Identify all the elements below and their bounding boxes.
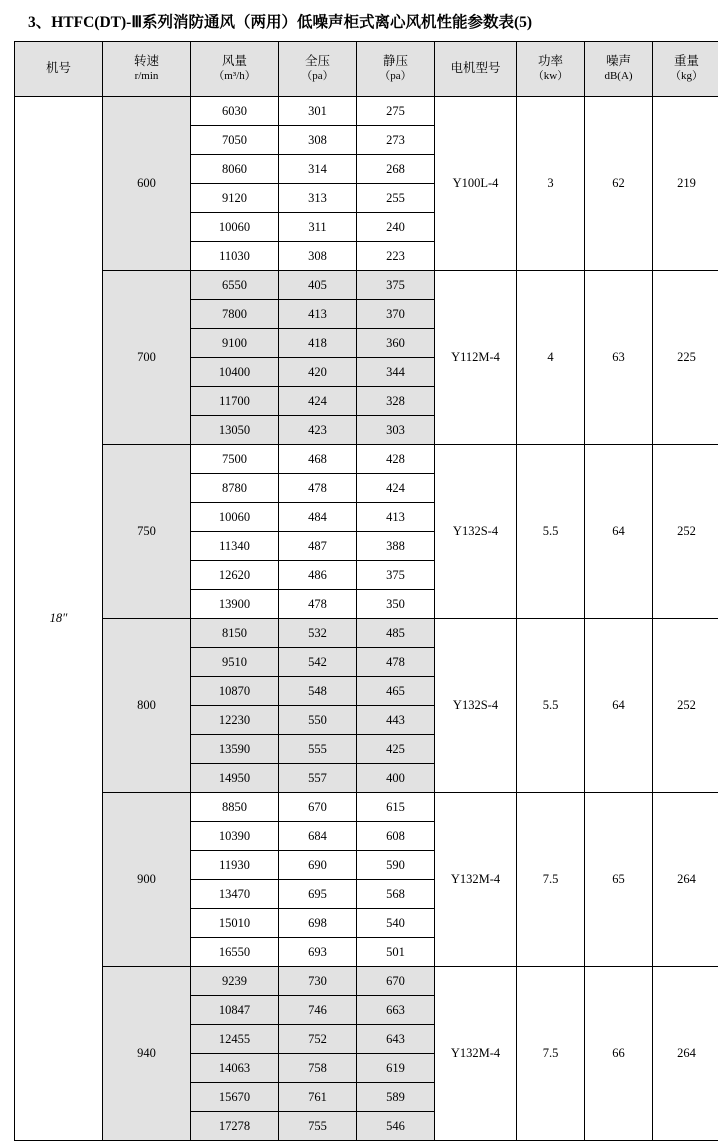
table-row xyxy=(15,97,718,126)
header-weight-line2: （kg） xyxy=(653,70,718,84)
static-pressure-cell: 275 xyxy=(357,97,435,126)
total-pressure-cell: 761 xyxy=(279,1083,357,1112)
total-pressure-cell: 532 xyxy=(279,619,357,648)
weight-cell: 264 xyxy=(653,793,718,967)
power-cell: 7.5 xyxy=(517,793,585,967)
flow-cell: 8780 xyxy=(191,474,279,503)
flow-cell: 13900 xyxy=(191,590,279,619)
static-pressure-cell: 589 xyxy=(357,1083,435,1112)
power-cell: 5.5 xyxy=(517,445,585,619)
flow-cell: 16550 xyxy=(191,938,279,967)
header-static-pressure xyxy=(357,42,435,97)
flow-cell: 8060 xyxy=(191,155,279,184)
static-pressure-cell: 608 xyxy=(357,822,435,851)
total-pressure-cell: 755 xyxy=(279,1112,357,1141)
static-pressure-cell: 328 xyxy=(357,387,435,416)
motor-model-cell: Y100L-4 xyxy=(435,97,517,271)
total-pressure-cell: 684 xyxy=(279,822,357,851)
total-pressure-cell: 413 xyxy=(279,300,357,329)
power-cell: 7.5 xyxy=(517,967,585,1141)
flow-cell: 11030 xyxy=(191,242,279,271)
total-pressure-cell: 468 xyxy=(279,445,357,474)
total-pressure-cell: 555 xyxy=(279,735,357,764)
total-pressure-cell: 746 xyxy=(279,996,357,1025)
static-pressure-cell: 443 xyxy=(357,706,435,735)
flow-cell: 13590 xyxy=(191,735,279,764)
static-pressure-cell: 370 xyxy=(357,300,435,329)
static-pressure-cell: 375 xyxy=(357,271,435,300)
total-pressure-cell: 478 xyxy=(279,590,357,619)
flow-cell: 10060 xyxy=(191,503,279,532)
header-motor-model-line1: 电机型号 xyxy=(450,61,500,75)
header-machine-no xyxy=(15,42,103,97)
motor-model-cell: Y132M-4 xyxy=(435,793,517,967)
total-pressure-cell: 314 xyxy=(279,155,357,184)
header-flow-line2: （m³/h） xyxy=(191,70,278,84)
static-pressure-cell: 344 xyxy=(357,358,435,387)
static-pressure-cell: 590 xyxy=(357,851,435,880)
header-flow xyxy=(191,42,279,97)
flow-cell: 17278 xyxy=(191,1112,279,1141)
weight-cell: 219 xyxy=(653,97,718,271)
total-pressure-cell: 550 xyxy=(279,706,357,735)
flow-cell: 9100 xyxy=(191,329,279,358)
static-pressure-cell: 615 xyxy=(357,793,435,822)
flow-cell: 8150 xyxy=(191,619,279,648)
static-pressure-cell: 388 xyxy=(357,532,435,561)
total-pressure-cell: 418 xyxy=(279,329,357,358)
header-rpm xyxy=(103,42,191,97)
static-pressure-cell: 360 xyxy=(357,329,435,358)
weight-cell: 252 xyxy=(653,619,718,793)
rpm-cell: 700 xyxy=(103,271,191,445)
motor-model-cell: Y112M-4 xyxy=(435,271,517,445)
header-noise-line2: dB(A) xyxy=(585,70,652,84)
flow-cell: 6550 xyxy=(191,271,279,300)
rpm-cell: 900 xyxy=(103,793,191,967)
static-pressure-cell: 375 xyxy=(357,561,435,590)
flow-cell: 12620 xyxy=(191,561,279,590)
flow-cell: 10400 xyxy=(191,358,279,387)
static-pressure-cell: 619 xyxy=(357,1054,435,1083)
total-pressure-cell: 487 xyxy=(279,532,357,561)
flow-cell: 9120 xyxy=(191,184,279,213)
flow-cell: 13470 xyxy=(191,880,279,909)
static-pressure-cell: 501 xyxy=(357,938,435,967)
flow-cell: 15010 xyxy=(191,909,279,938)
static-pressure-cell: 425 xyxy=(357,735,435,764)
flow-cell: 8850 xyxy=(191,793,279,822)
static-pressure-cell: 240 xyxy=(357,213,435,242)
static-pressure-cell: 303 xyxy=(357,416,435,445)
power-cell: 5.5 xyxy=(517,619,585,793)
table-header xyxy=(15,42,718,97)
header-row xyxy=(15,42,718,97)
total-pressure-cell: 308 xyxy=(279,126,357,155)
total-pressure-cell: 484 xyxy=(279,503,357,532)
header-weight xyxy=(653,42,718,97)
header-total-pressure-line1: 全压 xyxy=(305,54,330,68)
flow-cell: 11930 xyxy=(191,851,279,880)
page-title: 3、HTFC(DT)-Ⅲ系列消防通风（两用）低噪声柜式离心风机性能参数表(5) xyxy=(14,0,704,41)
flow-cell: 10060 xyxy=(191,213,279,242)
table-row xyxy=(15,793,718,822)
header-flow-line1: 风量 xyxy=(222,54,247,68)
flow-cell: 12455 xyxy=(191,1025,279,1054)
static-pressure-cell: 568 xyxy=(357,880,435,909)
noise-cell: 63 xyxy=(585,271,653,445)
total-pressure-cell: 758 xyxy=(279,1054,357,1083)
static-pressure-cell: 478 xyxy=(357,648,435,677)
total-pressure-cell: 693 xyxy=(279,938,357,967)
static-pressure-cell: 485 xyxy=(357,619,435,648)
flow-cell: 7500 xyxy=(191,445,279,474)
static-pressure-cell: 400 xyxy=(357,764,435,793)
power-cell: 4 xyxy=(517,271,585,445)
static-pressure-cell: 273 xyxy=(357,126,435,155)
static-pressure-cell: 663 xyxy=(357,996,435,1025)
flow-cell: 14063 xyxy=(191,1054,279,1083)
total-pressure-cell: 420 xyxy=(279,358,357,387)
table-body xyxy=(15,97,718,1141)
rpm-cell: 940 xyxy=(103,967,191,1141)
total-pressure-cell: 690 xyxy=(279,851,357,880)
static-pressure-cell: 540 xyxy=(357,909,435,938)
header-motor-model xyxy=(435,42,517,97)
table-row xyxy=(15,271,718,300)
rpm-cell: 750 xyxy=(103,445,191,619)
total-pressure-cell: 424 xyxy=(279,387,357,416)
flow-cell: 6030 xyxy=(191,97,279,126)
header-machine-no-line1: 机号 xyxy=(46,61,71,75)
power-cell: 3 xyxy=(517,97,585,271)
flow-cell: 13050 xyxy=(191,416,279,445)
total-pressure-cell: 548 xyxy=(279,677,357,706)
flow-cell: 9239 xyxy=(191,967,279,996)
flow-cell: 9510 xyxy=(191,648,279,677)
noise-cell: 62 xyxy=(585,97,653,271)
header-noise xyxy=(585,42,653,97)
noise-cell: 66 xyxy=(585,967,653,1141)
header-static-pressure-line1: 静压 xyxy=(383,54,408,68)
total-pressure-cell: 301 xyxy=(279,97,357,126)
header-static-pressure-line2: （pa） xyxy=(357,70,434,84)
total-pressure-cell: 423 xyxy=(279,416,357,445)
total-pressure-cell: 557 xyxy=(279,764,357,793)
rpm-cell: 600 xyxy=(103,97,191,271)
flow-cell: 7800 xyxy=(191,300,279,329)
weight-cell: 225 xyxy=(653,271,718,445)
header-noise-line1: 噪声 xyxy=(606,54,631,68)
header-power-line1: 功率 xyxy=(538,54,563,68)
static-pressure-cell: 350 xyxy=(357,590,435,619)
total-pressure-cell: 695 xyxy=(279,880,357,909)
motor-model-cell: Y132S-4 xyxy=(435,619,517,793)
weight-cell: 264 xyxy=(653,967,718,1141)
total-pressure-cell: 313 xyxy=(279,184,357,213)
table-row xyxy=(15,445,718,474)
total-pressure-cell: 730 xyxy=(279,967,357,996)
header-power xyxy=(517,42,585,97)
header-power-line2: （kw） xyxy=(517,70,584,84)
motor-model-cell: Y132S-4 xyxy=(435,445,517,619)
total-pressure-cell: 486 xyxy=(279,561,357,590)
static-pressure-cell: 670 xyxy=(357,967,435,996)
static-pressure-cell: 268 xyxy=(357,155,435,184)
static-pressure-cell: 643 xyxy=(357,1025,435,1054)
static-pressure-cell: 428 xyxy=(357,445,435,474)
performance-parameter-table xyxy=(14,41,718,1141)
machine-no-cell: 18″ xyxy=(15,97,103,1141)
header-total-pressure-line2: （pa） xyxy=(279,70,356,84)
total-pressure-cell: 670 xyxy=(279,793,357,822)
total-pressure-cell: 308 xyxy=(279,242,357,271)
total-pressure-cell: 698 xyxy=(279,909,357,938)
total-pressure-cell: 752 xyxy=(279,1025,357,1054)
table-row xyxy=(15,967,718,996)
static-pressure-cell: 424 xyxy=(357,474,435,503)
static-pressure-cell: 255 xyxy=(357,184,435,213)
table-row xyxy=(15,619,718,648)
header-rpm-line1: 转速 xyxy=(134,54,159,68)
header-rpm-line2: r/min xyxy=(103,70,190,84)
total-pressure-cell: 311 xyxy=(279,213,357,242)
flow-cell: 15670 xyxy=(191,1083,279,1112)
flow-cell: 10870 xyxy=(191,677,279,706)
rpm-cell: 800 xyxy=(103,619,191,793)
flow-cell: 14950 xyxy=(191,764,279,793)
header-total-pressure xyxy=(279,42,357,97)
flow-cell: 12230 xyxy=(191,706,279,735)
total-pressure-cell: 478 xyxy=(279,474,357,503)
flow-cell: 11700 xyxy=(191,387,279,416)
noise-cell: 64 xyxy=(585,619,653,793)
flow-cell: 11340 xyxy=(191,532,279,561)
static-pressure-cell: 413 xyxy=(357,503,435,532)
static-pressure-cell: 465 xyxy=(357,677,435,706)
static-pressure-cell: 546 xyxy=(357,1112,435,1141)
weight-cell: 252 xyxy=(653,445,718,619)
flow-cell: 10390 xyxy=(191,822,279,851)
total-pressure-cell: 542 xyxy=(279,648,357,677)
motor-model-cell: Y132M-4 xyxy=(435,967,517,1141)
total-pressure-cell: 405 xyxy=(279,271,357,300)
noise-cell: 64 xyxy=(585,445,653,619)
noise-cell: 65 xyxy=(585,793,653,967)
flow-cell: 7050 xyxy=(191,126,279,155)
flow-cell: 10847 xyxy=(191,996,279,1025)
static-pressure-cell: 223 xyxy=(357,242,435,271)
header-weight-line1: 重量 xyxy=(674,54,699,68)
